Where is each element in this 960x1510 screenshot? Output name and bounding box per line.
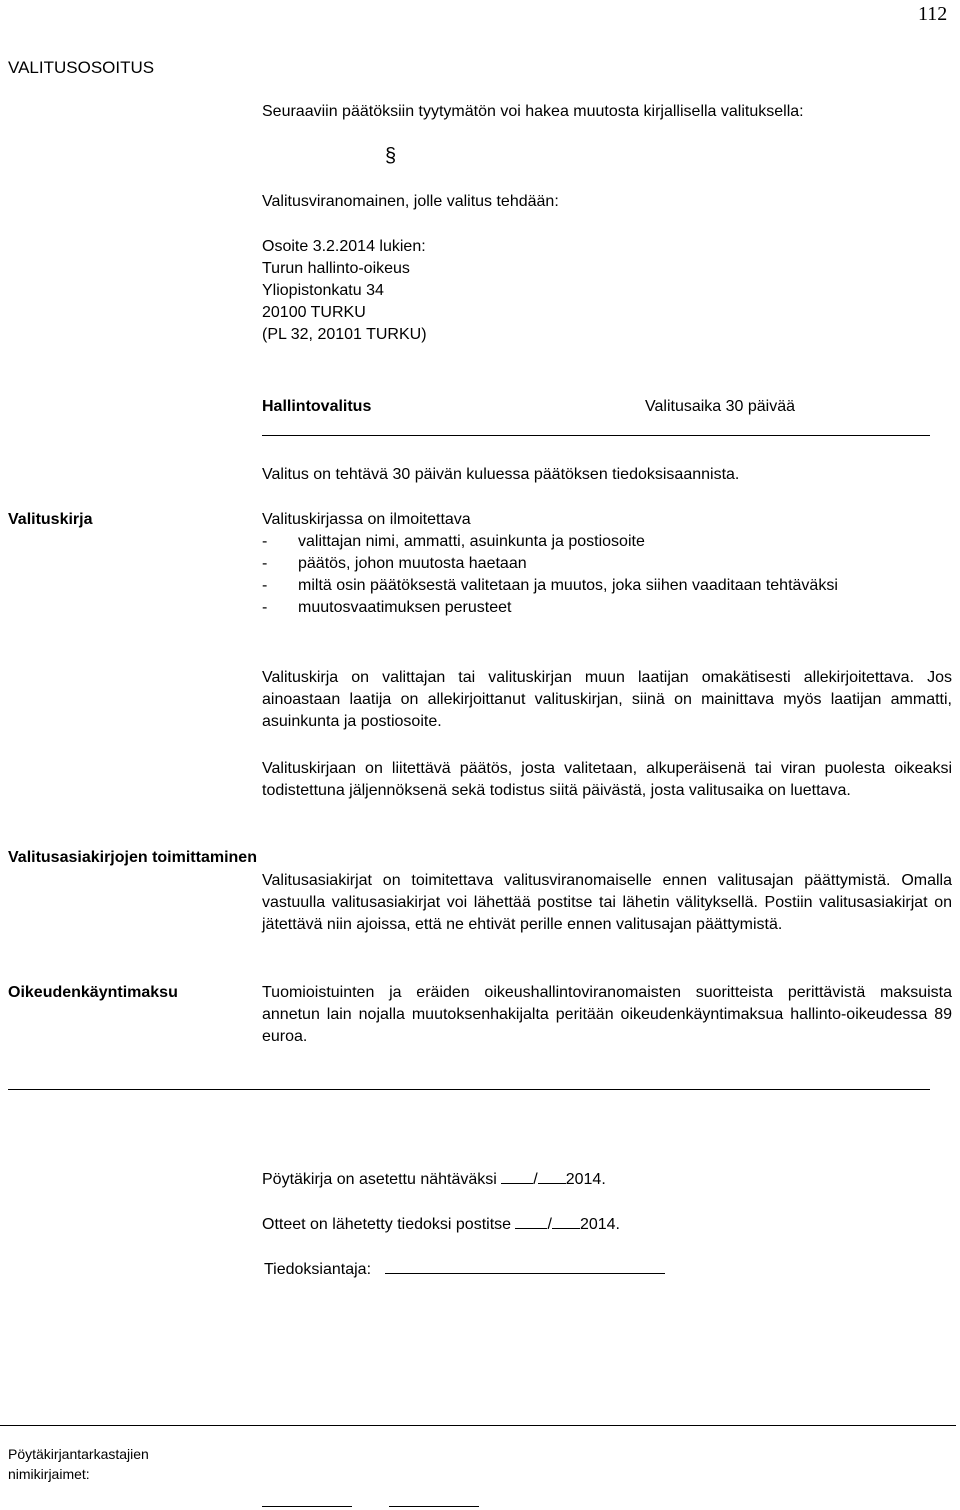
year-text: 2014. xyxy=(579,1216,620,1233)
valituskirja-list xyxy=(262,531,952,619)
intro-text: Seuraaviin päätöksiin tyytymätön voi hakea muutosta kirjallisella valituksella: xyxy=(262,103,804,120)
list-item: - valittajan nimi, ammatti, asuinkunta ja postiosoite xyxy=(262,531,952,553)
day-blank[interactable] xyxy=(501,1167,533,1184)
submission-text: Valitusasiakirjat on toimitettava valitusviranomaiselle ennen valitusajan päättymistä. Omalla vastuulla valitusasiakirjat voi lähettää postitse tai lähetin välityksellä. Postiin valitusasiakirjat on jätettävä niin ajoissa, että ne ehtivät perille ennen valitusajan päättymistä. xyxy=(262,872,952,933)
address-line: (PL 32, 20101 TURKU) xyxy=(262,326,427,343)
month-blank[interactable] xyxy=(538,1167,566,1184)
footer-divider xyxy=(0,1425,956,1426)
valituskirja-section xyxy=(262,509,952,619)
address-line: 20100 TURKU xyxy=(262,304,366,321)
valituskirja-paragraph-2: Valituskirjaan on liitettävä päätös, josta valitetaan, alkuperäisenä tai viran puolesta oikeaksi todistettuna jäljennöksenä sekä todistus siitä päivästä, josta valitusaika on luettava. xyxy=(262,760,952,799)
sent-notice xyxy=(262,1212,620,1236)
address-line: Osoite 3.2.2014 lukien: xyxy=(262,238,426,255)
informant-label: Tiedoksiantaja: xyxy=(264,1261,372,1278)
footer-initials-label xyxy=(8,1444,149,1484)
list-item: - päätös, johon muutosta haetaan xyxy=(262,553,952,575)
valituskirja-label: Valituskirja xyxy=(8,511,93,528)
footer-line-1: Pöytäkirjantarkastajien xyxy=(8,1446,149,1462)
authority-heading: Valitusviranomainen, jolle valitus tehdään: xyxy=(262,193,559,210)
initials-blank[interactable] xyxy=(262,1506,352,1507)
valituskirja-intro: Valituskirjassa on ilmoitettava xyxy=(262,511,471,528)
appeal-type-label: Hallintovalitus xyxy=(262,398,372,415)
sent-prefix: Otteet on lähetetty tiedoksi postitse xyxy=(262,1216,512,1233)
year-text: 2014. xyxy=(565,1171,606,1188)
day-blank[interactable] xyxy=(515,1212,547,1229)
appeal-note: Valitus on tehtävä 30 päivän kuluessa päätöksen tiedoksisaannista. xyxy=(262,466,740,483)
informant-line xyxy=(264,1257,665,1281)
date-slash: / xyxy=(533,1171,538,1188)
address-line: Yliopistonkatu 34 xyxy=(262,282,384,299)
fee-label: Oikeudenkäyntimaksu xyxy=(8,984,178,1001)
address-line: Turun hallinto-oikeus xyxy=(262,260,410,277)
section-divider xyxy=(8,1089,930,1090)
page-number: 112 xyxy=(918,3,948,25)
initials-blank[interactable] xyxy=(389,1506,479,1507)
appeal-period: Valitusaika 30 päivää xyxy=(645,398,796,415)
fee-text: Tuomioistuinten ja eräiden oikeushallintoviranomaisten suoritteista perittävistä maksuista annetun lain nojalla muutoksenhakijalta peritään oikeudenkäyntimaksua hallinto-oikeudessa 89 euroa. xyxy=(262,984,952,1045)
posted-prefix: Pöytäkirja on asetettu nähtäväksi xyxy=(262,1171,497,1188)
posted-notice xyxy=(262,1167,606,1191)
submission-label: Valitusasiakirjojen toimittaminen xyxy=(8,849,257,866)
document-title: VALITUSOSOITUS xyxy=(8,58,155,77)
paragraph-symbol: § xyxy=(385,145,397,167)
list-item: - muutosvaatimuksen perusteet xyxy=(262,597,952,619)
authority-address xyxy=(262,236,952,346)
section-divider xyxy=(262,435,930,436)
month-blank[interactable] xyxy=(552,1212,580,1229)
footer-line-2: nimikirjaimet: xyxy=(8,1466,90,1482)
date-slash: / xyxy=(547,1216,552,1233)
informant-signature-blank[interactable] xyxy=(385,1257,665,1274)
list-item: - miltä osin päätöksestä valitetaan ja muutos, joka siihen vaaditaan tehtäväksi xyxy=(262,575,952,597)
valituskirja-paragraph-1: Valituskirja on valittajan tai valituskirjan muun laatijan omakätisesti allekirjoitettava. Jos ainoastaan laatija on allekirjoittanut valituskirjan, siinä on mainittava myös laatijan ammatti, asuinkunta ja postiosoite. xyxy=(262,669,952,730)
